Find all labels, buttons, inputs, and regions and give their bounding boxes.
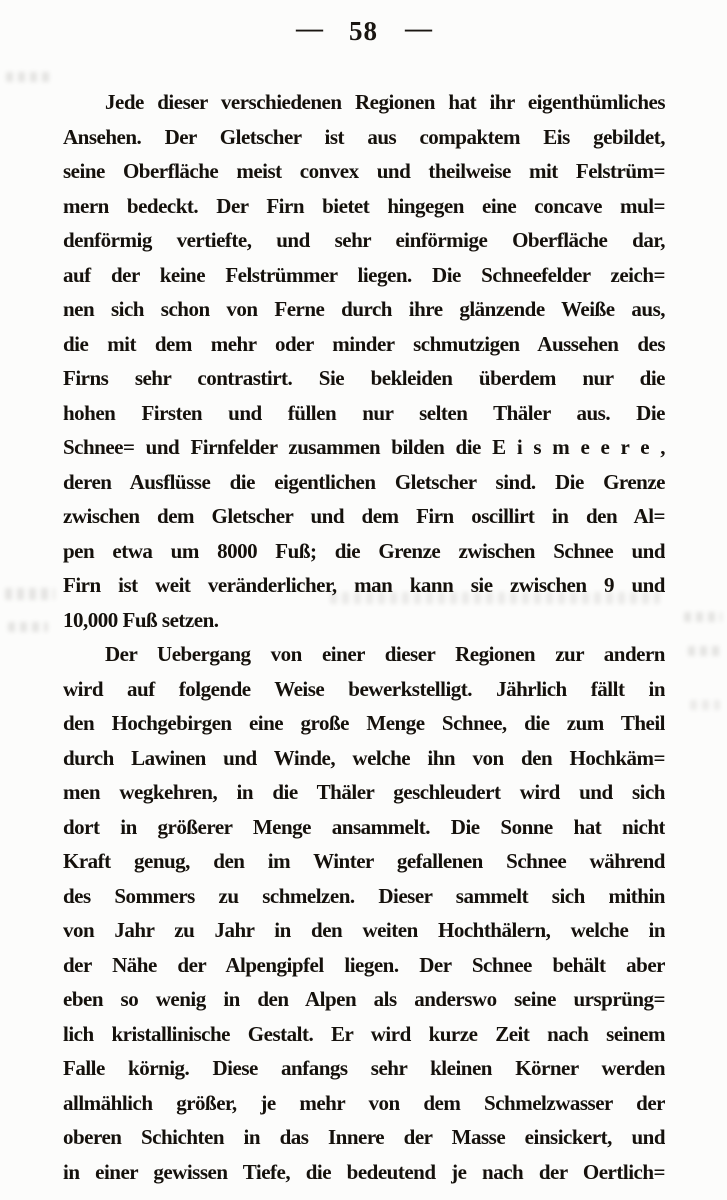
text-line: mern bedeckt. Der Firn bietet hingegen eine concave mul= xyxy=(63,193,665,218)
text-line: men wegkehren, in die Thäler geschleudert wird und sich xyxy=(63,780,665,804)
text-line: seine Oberfläche meist convex und theilweise mit Felstrüm= xyxy=(63,159,665,183)
text-line: auf der keine Felstrümmer liegen. Die Schneefelder zeich= xyxy=(63,262,665,287)
text-line: pen etwa um 8000 Fuß; die Grenze zwischen Schnee und xyxy=(63,538,665,563)
text-line: der Nähe der Alpengipfel liegen. Der Schnee behält aber xyxy=(63,952,665,977)
text-line: lich kristallinische Gestalt. Er wird kurze Zeit nach seinem xyxy=(63,1021,665,1046)
scan-artifact xyxy=(690,700,720,710)
text-line: dort in größerer Menge ansammelt. Die Sonne hat nicht xyxy=(63,814,665,839)
text-line: oberen Schichten in das Innere der Masse einsickert, und xyxy=(63,1125,665,1149)
scan-artifact xyxy=(6,72,50,82)
text-line: in einer gewissen Tiefe, die bedeutend je nach der Oertlich= xyxy=(63,1159,665,1184)
scan-artifact xyxy=(330,592,660,604)
text-line: allmählich größer, je mehr von dem Schmelzwasser der xyxy=(63,1090,665,1115)
scan-artifact xyxy=(5,588,55,600)
text-line: Falle körnig. Diese anfangs sehr kleinen Körner werden xyxy=(63,1056,665,1080)
text-line: Der Uebergang von einer dieser Regionen zur andern xyxy=(105,642,665,666)
text-line: 10,000 Fuß setzen. xyxy=(63,607,219,632)
text-line: Kraft genug, den im Winter gefallenen Schnee während xyxy=(63,849,665,873)
text-line: Ansehen. Der Gletscher ist aus compaktem Eis gebildet, xyxy=(63,124,665,149)
text-line: den Hochgebirgen eine große Menge Schnee, die zum Theil xyxy=(63,711,665,735)
page-number: 58 xyxy=(349,16,378,46)
text-line: denförmig vertiefte, und sehr einförmige Oberfläche dar, xyxy=(63,228,665,252)
body-text xyxy=(63,85,665,1189)
header-right-dash: — xyxy=(405,13,431,43)
text-line: durch Lawinen und Winde, welche ihn von den Hochkäm= xyxy=(63,745,665,770)
text-line: die mit dem mehr oder minder schmutzigen Aussehen des xyxy=(63,331,665,356)
text-line: zwischen dem Gletscher und dem Firn oscillirt in den Al= xyxy=(63,504,665,528)
text-line: Jede dieser verschiedenen Regionen hat ihr eigenthümliches xyxy=(105,90,665,114)
text-line: hohen Firsten und füllen nur selten Thäler aus. Die xyxy=(63,400,665,425)
scan-artifact xyxy=(684,612,722,622)
text-line: nen sich schon von Ferne durch ihre glänzende Weiße aus, xyxy=(63,297,665,321)
text-line: von Jahr zu Jahr in den weiten Hochthälern, welche in xyxy=(63,918,665,942)
text-line: Firns sehr contrastirt. Sie bekleiden überdem nur die xyxy=(63,366,665,390)
text-line: Firn ist weit veränderlicher, man kann sie zwischen 9 und xyxy=(63,573,665,597)
text-line: eben so wenig in den Alpen als anderswo seine ursprüng= xyxy=(63,987,665,1011)
text-line: deren Ausflüsse die eigentlichen Gletscher sind. Die Grenze xyxy=(63,469,665,494)
scan-artifact xyxy=(8,622,48,632)
text-line: Schnee= und Firnfelder zusammen bilden die E i s m e e r e , xyxy=(63,435,665,459)
page-header xyxy=(0,13,727,47)
scan-artifact xyxy=(688,646,722,656)
header-left-dash: — xyxy=(296,13,322,43)
text-line: des Sommers zu schmelzen. Dieser sammelt sich mithin xyxy=(63,883,665,908)
text-line: wird auf folgende Weise bewerkstelligt. Jährlich fällt in xyxy=(63,676,665,701)
